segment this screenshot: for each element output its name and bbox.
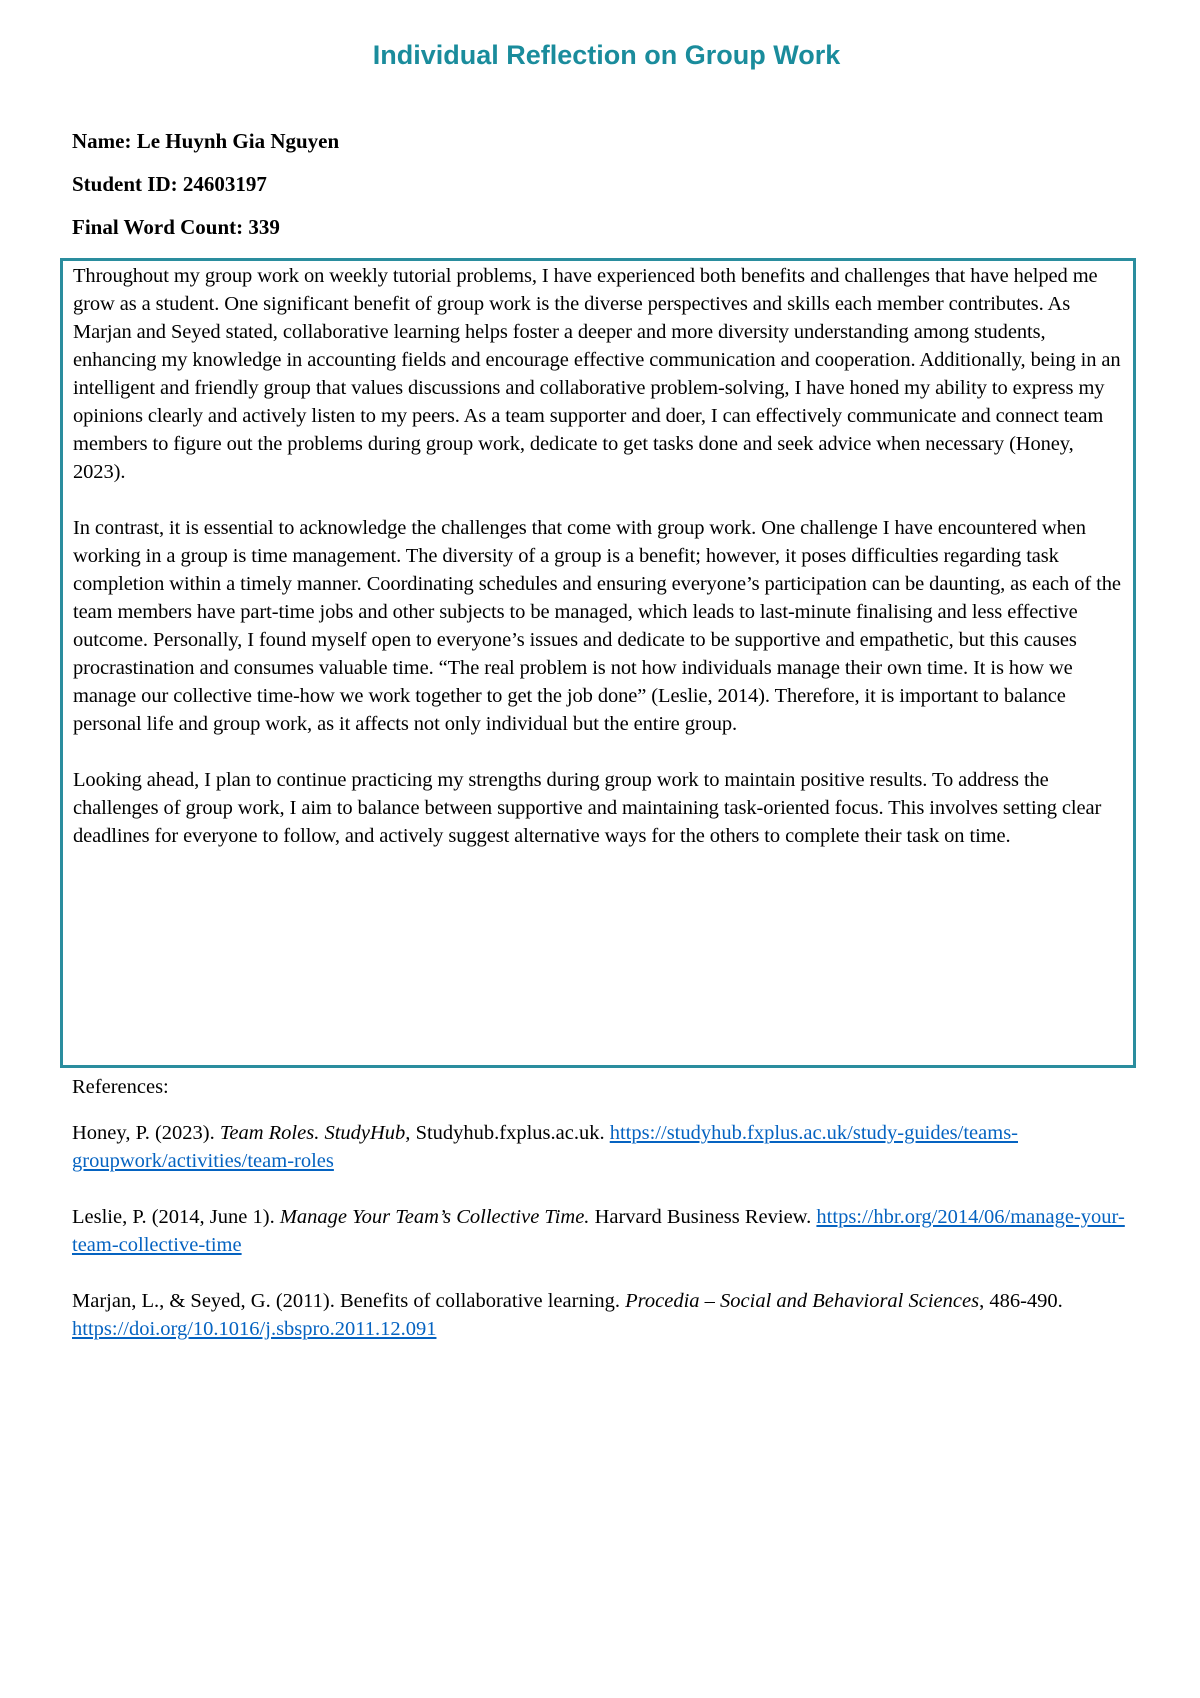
reflection-paragraph-2: In contrast, it is essential to acknowledge the challenges that come with group work. One challenge I have encountered when working in a group is time management. The diversity of a group is a benefit; however, it poses difficulties regarding task completion within a timely manner. Coordinating schedules and ensuring everyone’s participation can be daunting, as each of the team members have part-time jobs and other subjects to be managed, which leads to last-minute finalising and less effective outcome. Personally, I found myself open to everyone’s issues and dedicate to be supportive and empathetic, but this causes procrastination and consumes valuable time. “The real problem is not how individuals manage their own time. It is how we manage our collective time-how we work together to get the job done” (Leslie, 2014). Therefore, it is important to balance personal life and group work, as it affects not only individual but the entire group.	[73, 517, 1121, 735]
references-section	[72, 1073, 1152, 1371]
reference-item-leslie	[72, 1203, 1152, 1259]
reference-text: Marjan, L., & Seyed, G. (2011). Benefits of collaborative learning.	[72, 1290, 626, 1312]
reference-text: Harvard Business Review.	[589, 1206, 817, 1228]
reference-link[interactable]: https://hbr.org/2014/06/manage-your-team-collective-time	[72, 1206, 1125, 1256]
reflection-paragraph-3: Looking ahead, I plan to continue practicing my strengths during group work to maintain positive results. To address the challenges of group work, I aim to balance between supportive and maintaining task-oriented focus. This involves setting clear deadlines for everyone to follow, and actively suggest alternative ways for the others to complete their task on time.	[73, 769, 1102, 847]
reference-link[interactable]: https://doi.org/10.1016/j.sbspro.2011.12.091	[72, 1318, 437, 1340]
student-id: Student ID: 24603197	[72, 172, 267, 196]
reference-item-marjan	[72, 1287, 1152, 1343]
reference-text: Leslie, P. (2014, June 1).	[72, 1206, 280, 1228]
reference-title: Procedia – Social and Behavioral Sciences	[625, 1290, 980, 1312]
reference-text: , 486-490.	[979, 1290, 1063, 1312]
reference-link[interactable]: https://studyhub.fxplus.ac.uk/study-guides/teams-groupwork/activities/team-roles	[72, 1122, 1018, 1172]
reference-title: Manage Your Team’s Collective Time.	[279, 1206, 590, 1228]
reference-item-honey	[72, 1119, 1152, 1175]
page-title: Individual Reflection on Group Work	[372, 40, 841, 70]
word-count: Final Word Count: 339	[72, 215, 280, 239]
reference-title: Team Roles. StudyHub,	[219, 1122, 411, 1144]
reflection-text-box	[60, 258, 1136, 1068]
reflection-paragraph-1: Throughout my group work on weekly tutorial problems, I have experienced both benefits and challenges that have helped me grow as a student. One significant benefit of group work is the diverse perspectives and skills each member contributes. As Marjan and Seyed stated, collaborative learning helps foster a deeper and more diversity understanding among students, enhancing my knowledge in accounting fields and encourage effective communication and cooperation. Additionally, being in an intelligent and friendly group that values discussions and collaborative problem-solving, I have honed my ability to express my opinions clearly and actively listen to my peers. As a team supporter and doer, I can effectively communicate and connect team members to figure out the problems during group work, dedicate to get tasks done and seek advice when necessary (Honey, 2023).	[73, 265, 1121, 483]
reference-text: Studyhub.fxplus.ac.uk.	[410, 1122, 610, 1144]
reference-text: Honey, P. (2023).	[72, 1122, 220, 1144]
references-heading: References:	[72, 1076, 169, 1098]
student-name: Name: Le Huynh Gia Nguyen	[72, 129, 340, 153]
